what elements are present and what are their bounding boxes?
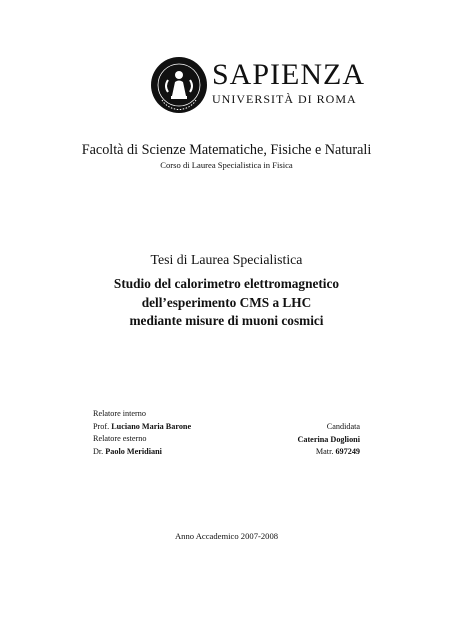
- university-logo: [150, 56, 366, 116]
- university-seal-icon: [150, 56, 208, 114]
- internal-supervisor: [93, 421, 191, 434]
- matriculation-label: Matr.: [315, 447, 334, 456]
- thesis-title: [0, 275, 453, 331]
- university-subname: UNIVERSITÀ DI ROMA: [212, 92, 357, 106]
- external-supervisor-title: Dr.: [93, 446, 104, 456]
- thesis-title-line: dell’esperimento CMS a LHC: [141, 294, 312, 310]
- internal-supervisor-name: Luciano Maria Barone: [111, 421, 192, 431]
- academic-year: Anno Accademico 2007-2008: [174, 531, 279, 541]
- internal-supervisor-label: Relatore interno: [93, 409, 146, 418]
- external-supervisor-name: Paolo Meridiani: [105, 446, 162, 456]
- university-wordmark: [212, 60, 365, 106]
- external-supervisor: [93, 446, 191, 459]
- thesis-title-line: Studio del calorimetro elettromagnetico: [113, 276, 340, 291]
- candidate-block: [297, 421, 360, 459]
- thesis-title-line: mediante misure di muoni cosmici: [129, 313, 324, 328]
- external-supervisor-label: Relatore esterno: [93, 434, 147, 443]
- candidate-matriculation: [297, 446, 360, 459]
- candidate-label: Candidata: [326, 422, 360, 431]
- thesis-type: Tesi di Laurea Specialistica: [150, 252, 303, 267]
- matriculation-number: 697249: [335, 447, 360, 456]
- course-name: Corso di Laurea Specialistica in Fisica: [160, 160, 293, 170]
- supervisors-block: [93, 408, 191, 458]
- university-name: SAPIENZA: [212, 58, 366, 91]
- faculty-name: Facoltà di Scienze Matematiche, Fisiche e Naturali: [81, 142, 372, 158]
- internal-supervisor-title: Prof.: [93, 421, 110, 431]
- candidate-name: Caterina Doglioni: [297, 434, 360, 444]
